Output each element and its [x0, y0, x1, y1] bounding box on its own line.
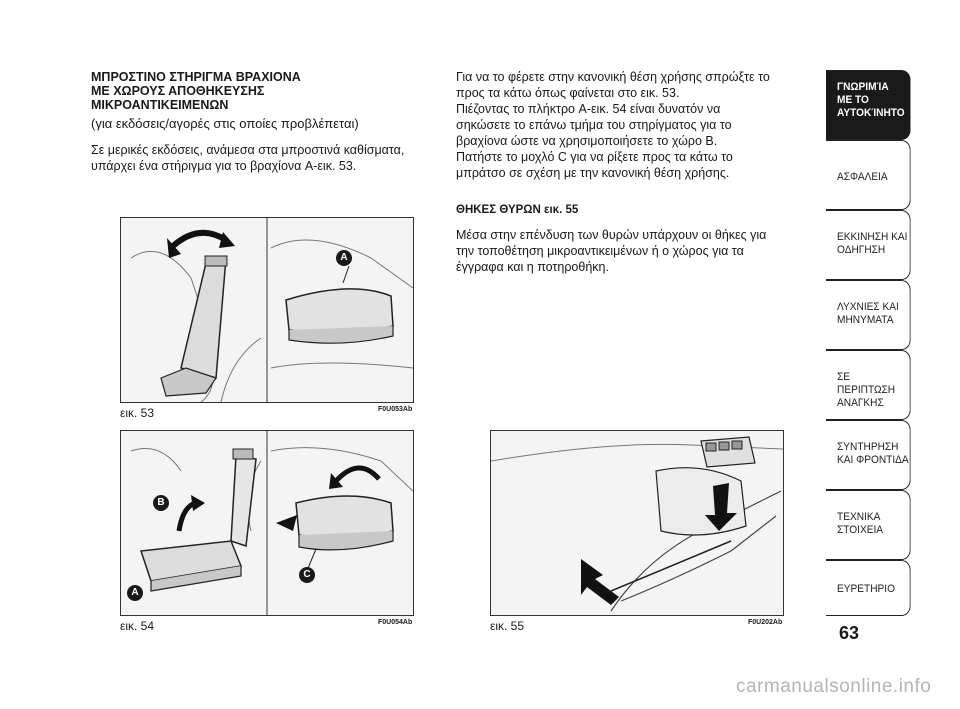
tab-label: ΤΕΧΝΙΚΑ — [837, 511, 881, 523]
tab-label: ΑΣΦΑΛΕΙΑ — [837, 171, 888, 183]
text-line: Πιέζοντας το πλήκτρο A-εικ. 54 είναι δυνατόν να — [456, 102, 721, 116]
text-line: σηκώσετε το επάνω τμήμα του στηρίγματος για το — [456, 118, 732, 132]
tab-emergency[interactable] — [826, 350, 911, 420]
tab-safety[interactable] — [826, 140, 911, 210]
text-line: μπράτσο σε σχέση με την κανονική θέση χρήσης. — [456, 166, 730, 180]
callout-b: B — [153, 495, 169, 511]
figure-55-caption: εικ. 55 — [490, 619, 525, 633]
section-heading — [91, 70, 301, 112]
heading-line-1: ΜΠΡΟΣΤΙΝΟ ΣΤΗΡΙΓΜΑ ΒΡΑΧΙΟΝΑ — [91, 70, 301, 84]
text-line: έγγραφα και η ποτηροθήκη. — [456, 260, 609, 274]
text-line: βραχίονα ώστε να χρησιμοποιήσετε το χώρο B. — [456, 134, 718, 148]
tab-label: ΑΥΤΟΚΊΝΗΤΟ — [837, 107, 905, 119]
tab-label: ΣΕ ΠΕΡΙΠΤΩΣΗ — [837, 371, 896, 396]
door-pockets-heading: ΘΗΚΕΣ ΘΥΡΩΝ εικ. 55 — [456, 204, 579, 216]
figure-53-code: F0U053Ab — [378, 406, 413, 413]
callout-a: A — [336, 250, 352, 266]
tab-label: ΜΕ ΤΟ — [837, 94, 869, 106]
tab-label: ΟΔΗΓΗΣΗ — [837, 244, 886, 256]
armrest-storage-drawing — [121, 431, 413, 615]
tab-label: ΣΥΝΤΗΡΗΣΗ — [837, 441, 899, 453]
door-pocket-drawing — [491, 431, 783, 615]
door-pockets-paragraph — [456, 227, 811, 275]
text-line: Για να το φέρετε στην κανονική θέση χρήσης σπρώξτε το — [456, 70, 770, 84]
figure-54-caption: εικ. 54 — [120, 619, 155, 633]
tab-label: ΓΝΩΡΙΜΊΑ — [837, 81, 889, 93]
tab-technical-data[interactable] — [826, 490, 911, 560]
intro-paragraph — [91, 142, 451, 174]
tab-label: ΚΑΙ ΦΡΟΝΤΙΔΑ — [837, 454, 909, 466]
figure-55-illustration — [490, 430, 784, 616]
text-line: προς τα κάτω όπως φαίνεται στο εικ. 53. — [456, 86, 680, 100]
text-line: Μέσα στην επένδυση των θυρών υπάρχουν οι θήκες για — [456, 228, 767, 242]
text-line: υπάρχει ένα στήριγμα για το βραχίονα A-εικ. 53. — [91, 159, 357, 173]
tab-label: ΣΤΟΙΧΕΙΑ — [837, 524, 884, 536]
text-line: Πατήστε το μοχλό C για να ρίξετε προς τα κάτω το — [456, 150, 733, 164]
tab-label: ΕΚΚΙΝΗΣΗ ΚΑΙ — [837, 231, 908, 243]
tab-lights-messages[interactable] — [826, 280, 911, 350]
armrest-lowered-drawing — [121, 218, 413, 402]
heading-line-3: ΜΙΚΡΟΑΝΤΙΚΕΙΜΕΝΩΝ — [91, 98, 229, 112]
tab-label: ΜΗΝΥΜΑΤΑ — [837, 314, 894, 326]
watermark: carmanualsonline.info — [736, 676, 932, 697]
page-number: 63 — [839, 623, 860, 643]
heading-line-2: ΜΕ ΧΩΡΟΥΣ ΑΠΟΘΗΚΕΥΣΗΣ — [91, 84, 265, 98]
instructions-paragraph — [456, 69, 811, 181]
tab-label: ΕΥΡΕΤΗΡΙΟ — [837, 583, 895, 595]
callout-c: C — [299, 567, 315, 583]
tab-index[interactable] — [826, 560, 911, 616]
text-line: την τοποθέτηση μικροαντικειμένων ή ο χώρος για τα — [456, 244, 744, 258]
callout-a: A — [127, 585, 143, 601]
figure-55-code: F0U202Ab — [748, 619, 783, 626]
tab-starting-driving[interactable] — [826, 210, 911, 280]
section-subheading: (για εκδόσεις/αγορές στις οποίες προβλέπεται) — [91, 116, 359, 131]
text-line: Σε μερικές εκδόσεις, ανάμεσα στα μπροστινά καθίσματα, — [91, 143, 405, 157]
tab-label: ΑΝΑΓΚΗΣ — [837, 397, 884, 409]
figure-53-illustration — [120, 217, 414, 403]
figure-54-code: F0U054Ab — [378, 619, 413, 626]
tab-label: ΛΥΧΝΙΕΣ ΚΑΙ — [837, 301, 899, 313]
tab-maintenance-care[interactable] — [826, 420, 911, 490]
figure-53-caption: εικ. 53 — [120, 406, 155, 420]
tab-getting-to-know[interactable] — [826, 70, 911, 140]
figure-54-illustration — [120, 430, 414, 616]
